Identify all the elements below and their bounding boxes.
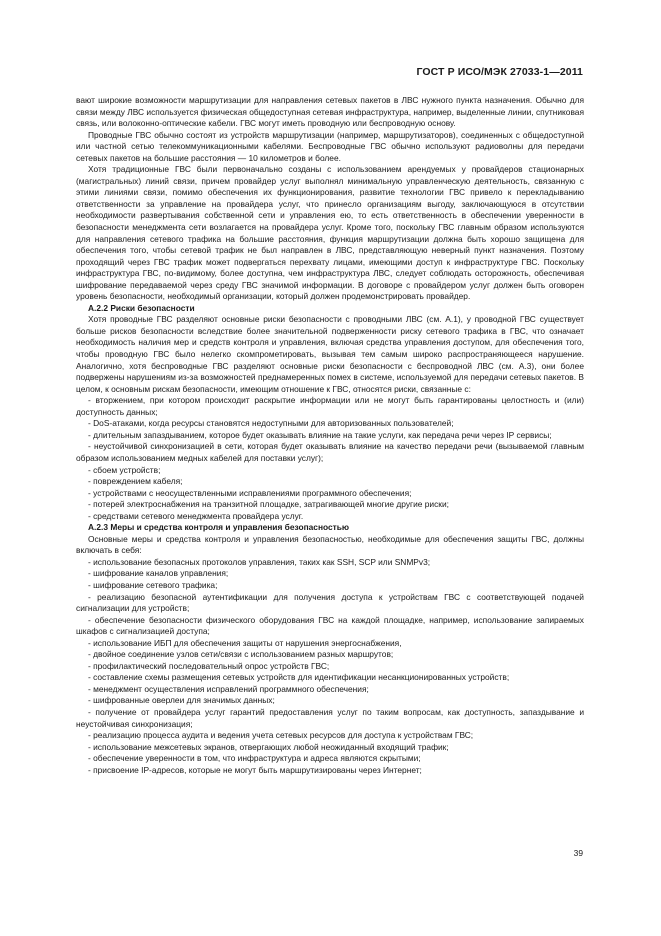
risks-paragraph: Хотя проводные ГВС разделяют основные риски безопасности с проводными ЛВС (см. А.1), у проводной ГВС существует больше рисков безопасности вследствие более значительной подверженности риску сетевого трафика в ГВС, что означает необходимость наличия мер и средств контроля и управления, включая средства управления доступом, для обеспечения того, чтобы проводную ГВС было нелегко скомпрометировать, вызывая тем самым широко распространяющееся нарушение. Аналогично, хотя беспроводные ГВС разделяют основные риски безопасности с беспроводной ЛВС (см. А.3), они более подвержены нарушениям из-за возможностей преднамеренных помех в системе, используемой для передачи сетевых пакетов. В целом, к основным рискам безопасности, имеющим отношение к ГВС, относятся риски, связанные с:	[76, 314, 584, 394]
section-heading-a23: А.2.3 Меры и средства контроля и управления безопасностью	[88, 522, 350, 533]
wired-wan-paragraph: Проводные ГВС обычно состоят из устройств маршрутизации (например, маршрутизаторов), соединенных с общедоступной или частной сетью телекоммуникационными кабелями. Беспроводные ГВС обычно используют радиоволны для передачи сетевых пакетов на большие расстояния — 10 километров и более.	[76, 129, 584, 163]
list-item: - шифрование каналов управления;	[88, 568, 229, 579]
list-item: - двойное соединение узлов сети/связи с использованием разных маршрутов;	[88, 649, 394, 660]
list-item: - реализацию безопасной аутентификации для получения доступа к устройствам ГВС с соответствующей подачей сигнализации для устройств;	[76, 591, 584, 614]
page-number: 39	[573, 848, 583, 858]
list-item: - использование ИБП для обеспечения защиты от нарушения энергоснабжения,	[88, 637, 402, 648]
risks-list	[76, 395, 584, 522]
document-body	[76, 95, 584, 776]
list-item: - использование безопасных протоколов управления, таких как SSH, SCP или SNMPv3;	[88, 556, 431, 567]
list-item: - длительным запаздыванием, которое будет оказывать влияние на такие услуги, как передача речи через IP сервисы;	[88, 429, 552, 440]
document-code-header: ГОСТ Р ИСО/МЭК 27033-1—2011	[416, 66, 583, 78]
list-item: - использование межсетевых экранов, отвергающих любой неожиданный входящий трафик;	[88, 741, 449, 752]
list-item: - менеджмент осуществления исправлений программного обеспечения;	[88, 683, 369, 694]
list-item: - повреждением кабеля;	[88, 476, 183, 487]
list-item: - присвоение IP-адресов, которые не могут быть маршрутизированы через Интернет;	[88, 764, 422, 775]
list-item: - обеспечение уверенности в том, что инфраструктура и адреса являются скрытыми;	[88, 753, 421, 764]
list-item: - получение от провайдера услуг гарантий предоставления услуг по таким вопросам, как доступность, запаздывание и неустойчивая синхронизация;	[76, 706, 584, 729]
list-item: - шифрование сетевого трафика;	[88, 579, 218, 590]
traditional-wan-paragraph: Хотя традиционные ГВС были первоначально созданы с использованием арендуемых у провайдеров стационарных (магистральных) линий связи, причем провайдер услуг выполнял минимальную управленческую деятельность, связанную с этими линиями связи, помимо обеспечения их функционирования, развитие технологии ГВС привело к перекладыванию ответственности за управление на провайдера услуг, что принесло организациям выгоду, заключающуюся в отсутствии необходимости развертывания собственной сети и управления ею, то есть ответственность в обеспечении уверенности в безопасности менеджмента сети возлагается на провайдера услуг. Кроме того, поскольку ГВС главным образом используются для направления сетевого трафика на большие расстояния, функция маршрутизации должна быть хорошо защищена для обеспечения того, чтобы сетевой трафик не был направлен в ЛВС, представляющую неверный пункт назначения. Поэтому проходящий через ГВС трафик может подвергаться перехвату лицами, имеющими доступ к инфраструктуре ГВС. Поскольку инфраструктура ГВС, по-видимому, более доступна, чем инфраструктура ЛВС, следует соблюдать осторожность, обеспечивая шифрование передаваемой через среду ГВС значимой информации. В договоре с провайдером услуг должен быть оговорен уровень безопасности, необходимый организации, который должен продемонстрировать провайдер.	[76, 164, 584, 302]
list-item: - профилактический последовательный опрос устройств ГВС;	[88, 660, 330, 671]
list-item: - средствами сетевого менеджмента провайдера услуг.	[88, 510, 304, 521]
list-item: - неустойчивой синхронизацией в сети, которая будет оказывать влияние на качество передачи речи (вызываемой главным образом использованием медных кабелей для поставки услуг);	[76, 441, 584, 463]
controls-list	[76, 557, 584, 776]
list-item: - устройствами с неосуществленными исправлениями программного обеспечения;	[88, 487, 412, 498]
list-item: - потерей электроснабжения на транзитной площадке, затрагивающей многие другие риски;	[88, 499, 449, 510]
list-item: - составление схемы размещения сетевых устройств для идентификации несанкционированных устройств;	[88, 672, 510, 683]
list-item: - обеспечение безопасности физического оборудования ГВС на каждой площадке, например, использование запираемых шкафов с сигнализацией доступа;	[76, 614, 584, 637]
list-item: - шифрованные оверлеи для значимых данных;	[88, 695, 275, 706]
controls-paragraph: Основные меры и средства контроля и управления безопасностью, необходимые для обеспечения защиты ГВС, должны включать в себя:	[76, 533, 584, 556]
section-heading-a22: А.2.2 Риски безопасности	[88, 302, 195, 313]
list-item: - DoS-атаками, когда ресурсы становятся недоступными для авторизованных пользователей;	[88, 418, 454, 429]
intro-continuation-paragraph: вают широкие возможности маршрутизации для направления сетевых пакетов в ЛВС нужного пункта назначения. Обычно для связи между ЛВС используется физическая общедоступная сетевая инфраструктура, например, выделенные линии, спутниковая связь, или волоконно-оптические кабели. ГВС могут иметь проводную или беспроводную основу.	[76, 95, 584, 129]
list-item: - сбоем устройств;	[88, 464, 161, 475]
list-item: - вторжением, при котором происходит раскрытие информации или не могут быть гарантированы целостность и (или) доступность данных;	[76, 395, 584, 417]
list-item: - реализацию процесса аудита и ведения учета сетевых ресурсов для доступа к устройствам ГВС;	[88, 730, 474, 741]
